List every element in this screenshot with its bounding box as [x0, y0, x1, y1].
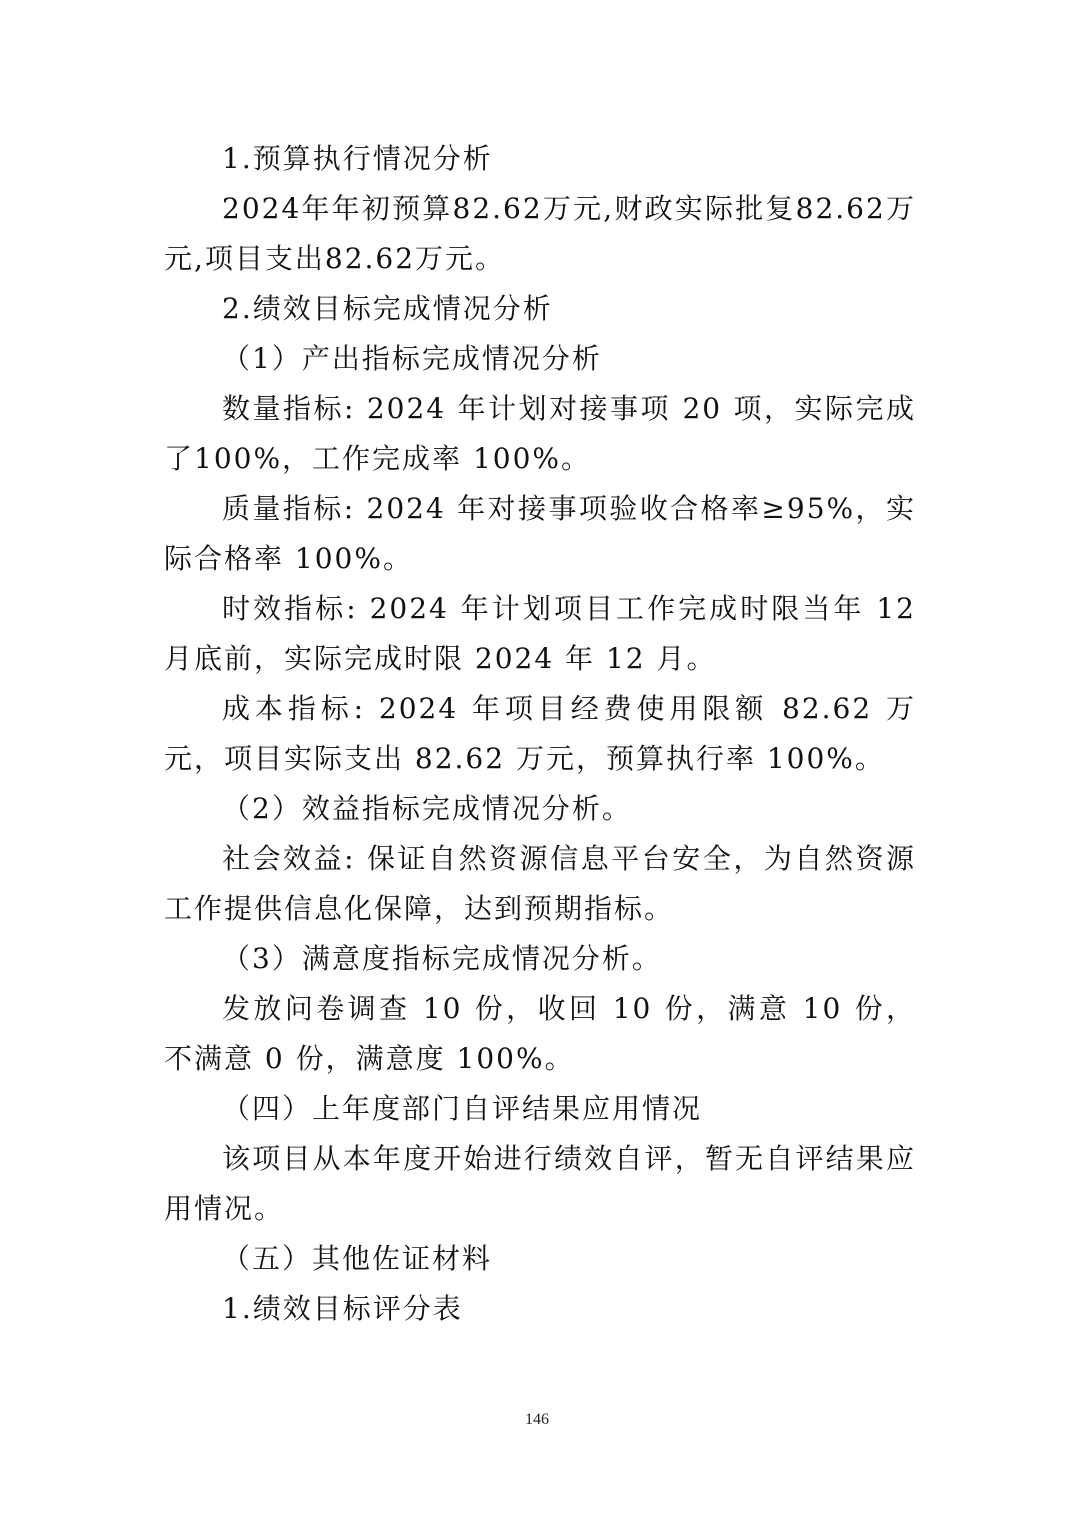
heading-benefit-indicators: （2）效益指标完成情况分析。 [222, 792, 632, 825]
paragraph-social-benefit: 社会效益: 保证自然资源信息平台安全，为自然资源工作提供信息化保障，达到预期指标。 [164, 842, 916, 925]
heading-performance-scoring-table: 1.绩效目标评分表 [222, 1292, 463, 1325]
paragraph-budget-execution: 2024年年初预算82.62万元,财政实际批复82.62万元,项目支出82.62万元。 [164, 192, 916, 275]
heading-output-indicators: （1）产出指标完成情况分析 [222, 342, 602, 375]
paragraph-survey-results: 发放问卷调查 10 份，收回 10 份，满意 10 份，不满意 0 份，满意度 100%。 [164, 992, 916, 1075]
paragraph-quantity-indicator: 数量指标: 2024 年计划对接事项 20 项，实际完成了100%，工作完成率 100%。 [164, 392, 916, 475]
page-number: 146 [525, 1411, 549, 1428]
paragraph-quality-indicator: 质量指标: 2024 年对接事项验收合格率≥95%，实际合格率 100%。 [164, 492, 916, 575]
heading-satisfaction-indicators: （3）满意度指标完成情况分析。 [222, 942, 662, 975]
paragraph-cost-indicator: 成本指标: 2024 年项目经费使用限额 82.62 万元，项目实际支出 82.62 万元，预算执行率 100%。 [164, 692, 916, 775]
heading-previous-year-results: （四）上年度部门自评结果应用情况 [222, 1092, 703, 1125]
heading-performance-target: 2.绩效目标完成情况分析 [222, 292, 553, 325]
heading-budget-execution: 1.预算执行情况分析 [222, 142, 493, 175]
paragraph-previous-year-results: 该项目从本年度开始进行绩效自评，暂无自评结果应用情况。 [164, 1142, 916, 1225]
heading-supporting-materials: （五）其他佐证材料 [222, 1242, 493, 1275]
paragraph-timeliness-indicator: 时效指标: 2024 年计划项目工作完成时限当年 12 月底前，实际完成时限 2024 年 12 月。 [164, 592, 916, 675]
document-body [164, 134, 916, 1334]
